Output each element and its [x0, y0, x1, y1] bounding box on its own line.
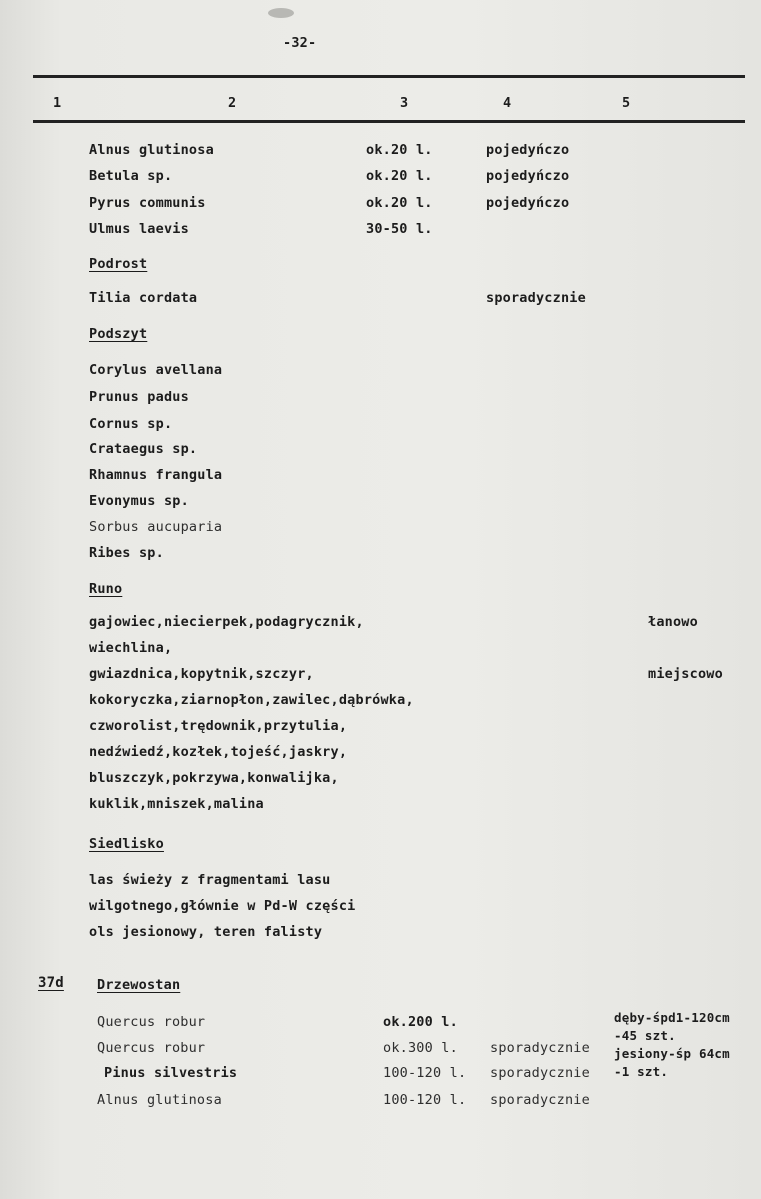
tree-name: Pyrus communis	[89, 195, 206, 211]
tree-name: Quercus robur	[97, 1014, 206, 1030]
table-header-rule	[33, 120, 745, 123]
list-item: nedźwiedź,kozłek,tojeść,jaskry,	[89, 744, 348, 760]
drzewostan-heading: Drzewostan	[97, 977, 181, 993]
list-item: Cornus sp.	[89, 416, 173, 432]
tree-age: ok.20 l.	[366, 142, 433, 158]
tree-occurrence: pojedyńczo	[486, 142, 570, 158]
page-number: -32-	[283, 35, 317, 51]
tree-occurrence: sporadycznie	[490, 1092, 590, 1108]
text-line: ols jesionowy, teren falisty	[89, 924, 323, 940]
list-item: Evonymus sp.	[89, 493, 189, 509]
list-item: Crataegus sp.	[89, 441, 198, 457]
list-item: Ribes sp.	[89, 545, 164, 561]
tree-age: ok.20 l.	[366, 195, 433, 211]
list-item: Prunus padus	[89, 389, 189, 405]
tree-age: ok.200 l.	[383, 1014, 458, 1030]
podrost-heading: Podrost	[89, 256, 148, 272]
tree-occurrence: sporadycznie	[490, 1040, 590, 1056]
tree-age: ok.300 l.	[383, 1040, 458, 1056]
tree-name: Ulmus laevis	[89, 221, 189, 237]
column-header-5: 5	[622, 95, 631, 111]
list-item: gwiazdnica,kopytnik,szczyr,	[89, 666, 314, 682]
page-smudge	[268, 8, 294, 18]
section-number: 37d	[38, 975, 64, 991]
tree-occurrence: pojedyńczo	[486, 195, 570, 211]
list-item: kokoryczka,ziarnopłon,zawilec,dąbrówka,	[89, 692, 414, 708]
note-line: -45 szt.	[614, 1028, 676, 1043]
tree-name: Alnus glutinosa	[89, 142, 214, 158]
column-header-1: 1	[53, 95, 62, 111]
list-item: czworolist,trędownik,przytulia,	[89, 718, 348, 734]
column-header-4: 4	[503, 95, 512, 111]
text-line: las świeży z fragmentami lasu	[89, 872, 331, 888]
tree-age: 100-120 l.	[383, 1065, 467, 1081]
column-header-2: 2	[228, 95, 237, 111]
text-line: wilgotnego,głównie w Pd-W części	[89, 898, 356, 914]
list-item: Rhamnus frangula	[89, 467, 223, 483]
tree-age: ok.20 l.	[366, 168, 433, 184]
runo-heading: Runo	[89, 581, 123, 597]
podrost-item-occurrence: sporadycznie	[486, 290, 586, 306]
tree-age: 30-50 l.	[366, 221, 433, 237]
tree-occurrence: sporadycznie	[490, 1065, 590, 1081]
podrost-item-name: Tilia cordata	[89, 290, 198, 306]
runo-note: miejscowo	[648, 666, 723, 682]
column-header-3: 3	[400, 95, 409, 111]
table-top-rule	[33, 75, 745, 78]
siedlisko-heading: Siedlisko	[89, 836, 164, 852]
podszyt-heading: Podszyt	[89, 326, 148, 342]
list-item: Sorbus aucuparia	[89, 519, 223, 535]
note-line: -1 szt.	[614, 1064, 669, 1079]
tree-name: Pinus silvestris	[104, 1065, 238, 1081]
note-line: dęby-śpd1-120cm	[614, 1010, 730, 1025]
note-line: jesiony-śp 64cm	[614, 1046, 730, 1061]
list-item: wiechlina,	[89, 640, 173, 656]
tree-name: Quercus robur	[97, 1040, 206, 1056]
list-item: kuklik,mniszek,malina	[89, 796, 264, 812]
list-item: bluszczyk,pokrzywa,konwalijka,	[89, 770, 339, 786]
list-item: gajowiec,niecierpek,podagrycznik,	[89, 614, 364, 630]
tree-age: 100-120 l.	[383, 1092, 467, 1108]
list-item: Corylus avellana	[89, 362, 223, 378]
tree-name: Alnus glutinosa	[97, 1092, 222, 1108]
runo-note: łanowo	[648, 614, 698, 630]
tree-name: Betula sp.	[89, 168, 173, 184]
tree-occurrence: pojedyńczo	[486, 168, 570, 184]
